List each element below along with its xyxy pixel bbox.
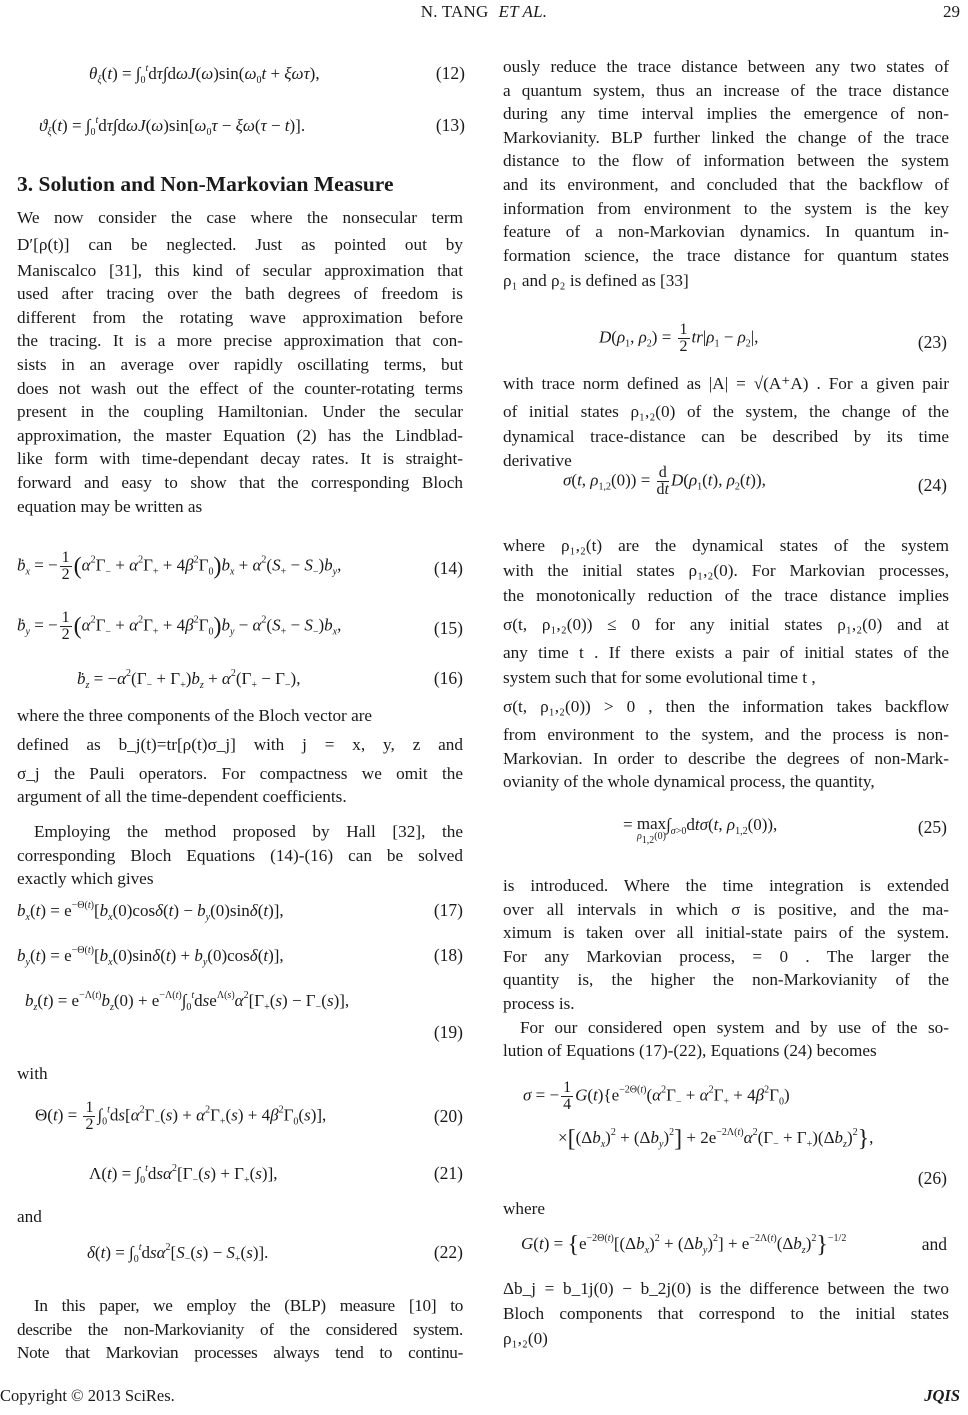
text-line: σ(t, ρ₁,₂(0)) > 0 , then the information takes backflow (503, 697, 949, 716)
equation-22: $\delta(t) = \int_0^tds\alpha^2[S_-(s) - S_+(s)]$. (22) (87, 1242, 463, 1265)
text-line: Note that Markovian processes always tend to continu- (17, 1343, 463, 1363)
text-line: information from environment to the system is the key (503, 198, 949, 218)
text-line: For our considered open system and by use of the so- (520, 1017, 949, 1037)
header-author: N. TANG (420, 2, 489, 21)
text-line: a quantum system, thus an increase of the trace distance (503, 80, 949, 100)
paragraph-trace-norm (503, 370, 949, 472)
text-line: Markovianity. BLP further linked the change of the trace (503, 127, 949, 147)
paragraph-trace-distance (503, 55, 949, 295)
equation-26 (503, 1080, 949, 1190)
text-line: process is. (503, 993, 575, 1013)
equation-number: (14) (433, 558, 463, 578)
text-line: the tracing. It is a more precise approximation that con- (17, 331, 463, 351)
text-line: with the initial states ρ₁,₂(0). For Markovian processes, (503, 561, 949, 580)
label-and (17, 1205, 463, 1229)
text-and: and (921, 1234, 947, 1254)
text-line: defined as b_j(t)=tr[ρ(t)σ_j] with j = x, y, z and (17, 734, 463, 754)
paragraph-secular-approximation (17, 206, 463, 518)
text-line: ously reduce the trace distance between any two states of (503, 57, 949, 76)
text-line: Maniscalco [31], this kind of secular approximation that (17, 260, 463, 280)
equation-number: (25) (917, 817, 947, 837)
text-line: In this paper, we employ the (BLP) measure [10] to (34, 1296, 463, 1315)
text-line: with trace norm defined as |A| = √(A⁺A) . For a given pair (503, 374, 949, 393)
text-line: distance to the flow of information between the system (503, 151, 949, 171)
label-with (17, 1062, 463, 1086)
text-line: ovianity of the whole dynamical process, the quantity, (503, 772, 875, 792)
equation-number: (19) (433, 1022, 463, 1042)
equation-25: = max $\rho_{1,2}(0)$ $\int_{\sigma>0}dt\sigma(t$, $\rho_{1,2}(0)$), (25) (623, 814, 947, 846)
text-line: σ_j the Pauli operators. For compactness we omit the (17, 763, 463, 783)
equation-number: (23) (917, 332, 947, 352)
text-line: and its environment, and concluded that the backflow of (503, 174, 949, 194)
paragraph-delta-b-definition (503, 1277, 949, 1351)
footer-journal: JQIS (924, 1386, 960, 1405)
paragraph-markovian-condition (503, 534, 949, 794)
text-line: Markovian. In order to describe the degrees of non-Mark- (503, 748, 949, 768)
equation-14: ḃ$_x$ = − $\frac{1}{2}$ $(\alpha^2\Gamma_- + \alpha^2\Gamma_+ + 4\beta^2\Gamma_0)b_x + \alpha^2(S_+ - S_-)b_y$, (14) (17, 549, 463, 583)
text-line: σ(t, ρ₁,₂(0)) ≤ 0 for any initial states ρ₁,₂(0) and at (503, 615, 949, 634)
text-line: quantity is, the higher the non-Markovianity of the (503, 970, 949, 990)
text-line: does not wash out the effect of the counter-rotating terms (17, 378, 463, 398)
text-line: corresponding Bloch Equations (14)-(16) can be solved (17, 845, 463, 865)
text-line: lution of Equations (17)-(22), Equations (24) becomes (503, 1041, 877, 1061)
page-number: 29 (943, 2, 960, 21)
text-line: where ρ₁,₂(t) are the dynamical states of the system (503, 536, 949, 555)
text-line: Δb_j = b_1j(0) − b_2j(0) is the difference between the two (503, 1279, 949, 1298)
text-line: Employing the method proposed by Hall [32], the (34, 822, 463, 841)
text-line: with (17, 1064, 48, 1083)
paragraph-hall-method (17, 820, 463, 891)
equation-12: $\theta_\xi(t) = \int_0^td\tau\int d\omega J(\omega)\sin(\omega_0t + \xi\omega\tau)$, (12) (89, 63, 465, 86)
text-line: argument of all the time-dependent coefficients. (17, 787, 347, 807)
equation-number: (24) (917, 475, 947, 495)
equation-21: $\Lambda(t) = \int_0^tds\alpha^2[\Gamma_-(s) + \Gamma_+(s)]$, (21) (89, 1163, 463, 1186)
text-line: present in the coupling Hamiltonian. Under the secular (17, 402, 463, 422)
paragraph-measure-definition (503, 874, 949, 1063)
header-et-al: ET AL. (498, 2, 548, 21)
text-line: and (17, 1207, 42, 1226)
text-line: describe the non-Markovianity of the considered system. (17, 1319, 463, 1339)
equation-13: $ϑ_\xi(t) = \int_0^td\tau\int d\omega J(\omega)\sin[\omega_0\tau - \xi\omega(\tau - t)]$. (13) (39, 115, 465, 138)
equation-number: (17) (433, 900, 463, 920)
equation-15: ḃ$_y$ = − $\frac{1}{2}$ $(\alpha^2\Gamma_- + \alpha^2\Gamma_+ + 4\beta^2\Gamma_0)b_y - \alpha^2(S_+ - S_-)b_x$, (15) (17, 609, 463, 643)
equation-16: ḃ$_z$ = $-\alpha^2(\Gamma_- + \Gamma_+)b_z + \alpha^2(\Gamma_+ - \Gamma_-)$, (16) (77, 668, 463, 691)
paragraph-blp-measure (17, 1294, 463, 1365)
text-line: derivative (503, 450, 572, 470)
equation-number: (12) (435, 63, 465, 83)
text-line: D′[ρ(t)] can be neglected. Just as pointed out by (17, 234, 463, 254)
text-line: during any time interval implies the emergence of non- (503, 104, 949, 124)
equation-26-line-1: σ = − $\frac{1}{4}$ $G(t)\{e^{-2\Theta(t)}(\alpha^2\Gamma_- + \alpha^2\Gamma_+ + 4\beta^2\Gamma_0)$ (523, 1079, 790, 1113)
text-line: where the three components of the Bloch vector are (17, 706, 373, 725)
text-line: from environment to the system, and the process is non- (503, 725, 949, 744)
equation-number: (20) (433, 1106, 463, 1126)
equation-19: $b_z(t) = e^{-\Lambda(t)}b_z(0) + e^{-\Lambda(t)}\int_0^tdse^{\Lambda(s)}\alpha^2[\Gamma_+(s) - \Gamma_-(s)]$, (19) (25, 990, 463, 1042)
equation-24: σ(t, $\rho_{1,2}(0)$) = $\frac{d}{dt}$ $D(\rho_1(t)$, $\rho_2(t)$), (24) (563, 464, 947, 498)
text-line: the monotonically reduction of the trace distance implies (503, 586, 949, 605)
equation-number: (22) (433, 1242, 463, 1262)
text-line: ximum is taken over all initial-state pairs of the system. (503, 923, 949, 943)
text-line: any time t . If there exists a pair of initial states of the (503, 643, 949, 662)
text-line: formation science, the trace distance for quantum states (503, 245, 949, 265)
equation-18: $b_y(t) = e^{-\Theta(t)}[b_x(0)\sin\delta(t) + b_y(0)\cos\delta(t)]$, (18) (17, 945, 463, 968)
text-line: used after tracing over the bath degrees of freedom is (17, 284, 463, 304)
equation-23: $D(\rho_1$, $\rho_2$) = $\frac{1}{2}$ $tr|\rho_1 - \rho_2|$, (23) (599, 321, 947, 355)
equation-17: $b_x(t) = e^{-\Theta(t)}[b_x(0)\cos\delta(t) - b_y(0)\sin\delta(t)]$, (17) (17, 900, 463, 923)
equation-number: (26) (917, 1168, 947, 1188)
text-line: different from the rotating wave approximation before (17, 307, 463, 327)
text-line: feature of a non-Markovian dynamics. In quantum in- (503, 222, 949, 242)
text-line: equation may be written as (17, 496, 203, 516)
text-line: of initial states ρ₁,₂(0) of the system, the change of the (503, 402, 949, 421)
text-line: For any Markovian process, = 0 . The larger the (503, 946, 949, 966)
header-title (0, 2, 968, 22)
text-line: We now consider the case where the nonsecular term (17, 208, 463, 227)
text-line: Bloch components that correspond to the initial states (503, 1304, 949, 1323)
text-line: where (503, 1199, 545, 1218)
text-line: like form with time-dependant decay rates. It is straight- (17, 449, 463, 469)
label-where (503, 1197, 949, 1221)
text-line: ρ₁,₂(0) (503, 1329, 548, 1348)
text-line: is introduced. Where the time integration is extended (503, 876, 949, 895)
equation-number: (13) (435, 115, 465, 135)
footer-copyright: Copyright © 2013 SciRes. (0, 1386, 175, 1405)
text-line: dynamical trace-distance can be described by its time (503, 427, 949, 446)
equation-20: Θ(t) = $\frac{1}{2}$ $\int_0^tds[\alpha^2\Gamma_-(s) + \alpha^2\Gamma_+(s) + 4\beta^2\Gamma_0(s)]$, (20) (35, 1099, 463, 1133)
text-line: approximation, the master Equation (2) has the Lindblad- (17, 425, 463, 445)
equation-number: (15) (433, 618, 463, 638)
text-line: over all intervals in which σ is positive, and the ma- (503, 899, 949, 919)
text-line: system such that for some evolutional time t , (503, 668, 816, 687)
text-line: ρ₁ and ρ₂ is defined as [33] (503, 271, 689, 291)
equation-g-definition: $G(t) = \{e^{-2\Theta(t)}[(\Delta b_x)^2 + (\Delta b_y)^2] + e^{-2\Lambda(t)}(\Delta b_z)^2\}^{-1/2}$ and (521, 1232, 947, 1258)
text-line: exactly which gives (17, 869, 154, 889)
equation-number: (16) (433, 668, 463, 688)
text-line: forward and easy to show that the corresponding Bloch (17, 472, 463, 492)
equation-number: (21) (433, 1163, 463, 1183)
equation-number: (18) (433, 945, 463, 965)
section-title: 3. Solution and Non-Markovian Measure (17, 172, 394, 196)
text-line: sists in an average over rapidly oscillating terms, but (17, 354, 463, 374)
running-header (0, 2, 968, 26)
paragraph-bloch-components (17, 704, 463, 809)
equation-26-line-2: $\times[(\Delta b_x)^2 + (\Delta b_y)^2] + 2e^{-2\Lambda(t)}\alpha^2(\Gamma_- + \Gamma_+)(\Delta b_z)^2$}, (558, 1126, 874, 1152)
